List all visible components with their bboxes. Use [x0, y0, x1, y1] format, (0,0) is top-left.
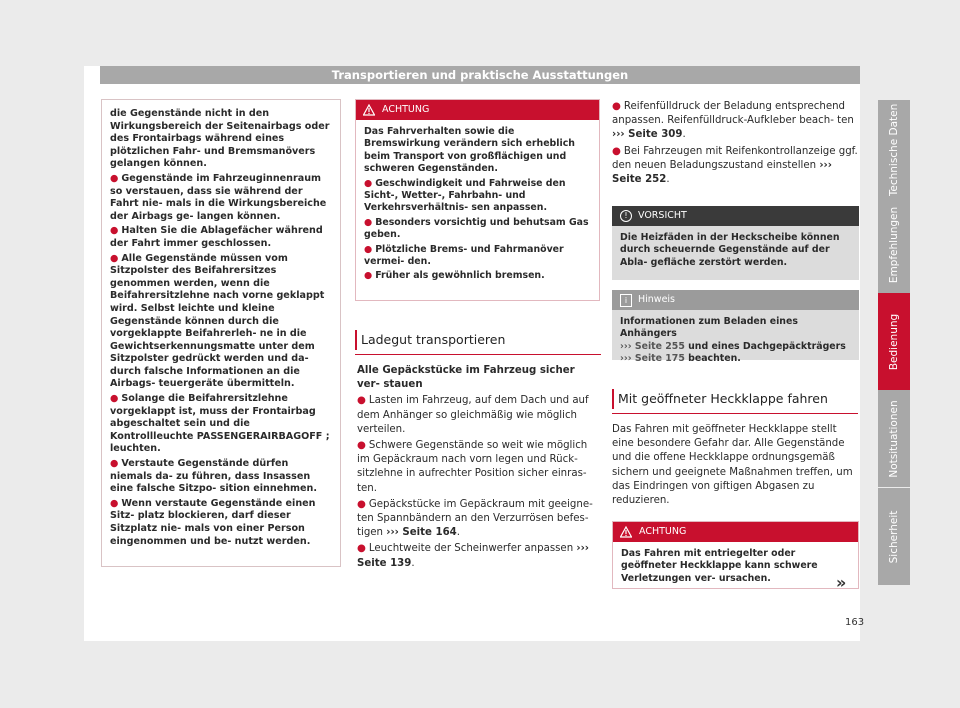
- page-header: Transportieren und praktische Ausstattungen: [100, 66, 860, 84]
- bullet-icon: ●: [110, 225, 119, 237]
- page-number: 163: [845, 617, 865, 628]
- note-body: Informationen zum Beladen eines Anhängers ››› Seite 255 und eines Dachgepäckträgers ››› Seite 175 beachten.: [620, 316, 846, 365]
- bullet-item: ● Plötzliche Brems- und Fahrmanöver vermei- den.: [364, 243, 564, 268]
- warning-triangle-icon: [620, 526, 632, 538]
- bullet-item: ● Solange die Beifahrersitzlehne vorgeklappt ist, muss der Frontairbag abgeschaltet sein und die Kontrollleuchte PASSENGERAIRBAGOFF ; leuchten.: [110, 393, 330, 455]
- note-label: Hinweis: [638, 294, 676, 305]
- tab-technische-daten[interactable]: Technische Daten: [878, 100, 910, 200]
- bullet-icon: ●: [357, 543, 366, 555]
- warning-continuation-box: [101, 99, 341, 567]
- bullet-item: ● Verstaute Gegenstände dürfen niemals da- zu führen, dass Insassen eine falsche Sitzpo- sition einnehmen.: [110, 458, 318, 495]
- bullet-icon: ●: [364, 177, 373, 189]
- section-lead: Alle Gepäckstücke im Fahrzeug sicher ver- stauen: [357, 365, 575, 391]
- warning-label: ACHTUNG: [382, 104, 430, 115]
- bullet-item: ● Schwere Gegenstände so weit wie möglich im Gepäckraum nach vorn legen und Rück- sitzlehne in aufrechter Position sicher einras- ten.: [357, 440, 588, 494]
- warning-header: [356, 100, 599, 120]
- exclamation-circle-icon: !: [620, 210, 632, 222]
- page-reference-link[interactable]: ››› Seite 175: [620, 353, 685, 365]
- continue-arrow-icon: »: [836, 573, 847, 592]
- bullet-item: ● Geschwindigkeit und Fahrweise den Sicht-, Wetter-, Fahrbahn- und Verkehrsverhältnis- sen anpassen.: [364, 177, 566, 214]
- page-reference-link[interactable]: ››› Seite 255: [620, 340, 685, 352]
- bullet-item: ● Reifenfülldruck der Beladung entsprechend anpassen. Reifenfülldruck-Aufkleber beach- ten ››› Seite 309.: [612, 101, 854, 141]
- bullet-item: ● Früher als gewöhnlich bremsen.: [364, 270, 545, 282]
- caution-box-vorsicht: [612, 206, 859, 280]
- page-reference-link[interactable]: ››› Seite 252: [612, 159, 832, 186]
- column3-bullets: [612, 100, 860, 189]
- bullet-icon: ●: [110, 172, 119, 184]
- bullet-item: ● Bei Fahrzeugen mit Reifenkontrollanzeige ggf. den neuen Beladungszustand einstellen ››› Seite 252.: [612, 145, 858, 186]
- section-body-ladegut: [357, 364, 600, 573]
- paragraph: Das Fahren mit geöffneter Heckklappe stellt eine besondere Gefahr dar. Alle Gegenstände und die offene Heckklappe ordnungsgemäß sichern und geeignete Maßnahmen treffen, um das Eindringen von giftigen Abgasen zu reduzieren.: [612, 424, 853, 507]
- note-header: [612, 290, 859, 310]
- bullet-item: ● Leuchtweite der Scheinwerfer anpassen ››› Seite 139.: [357, 543, 590, 569]
- paragraph: die Gegenstände nicht in den Wirkungsbereich der Seitenairbags oder des Frontairbags während eines plötzlichen Fahr- und Bremsmanövers gelangen können.: [110, 108, 330, 170]
- tab-bedienung[interactable]: Bedienung: [878, 293, 910, 390]
- bullet-icon: ●: [357, 498, 366, 510]
- warning-box-achtung: [355, 99, 600, 301]
- warning-body: [356, 120, 599, 291]
- warning-header: [613, 522, 858, 542]
- bullet-icon: ●: [110, 252, 119, 264]
- bullet-icon: ●: [364, 270, 373, 282]
- warning-triangle-icon: [363, 104, 375, 116]
- section-body-heckklappe: [612, 423, 859, 510]
- bullet-item: ● Wenn verstaute Gegenstände einen Sitz- platz blockieren, darf dieser Sitzplatz nie- mals von einer Person eingenommen und be- nutzt werden.: [110, 497, 316, 547]
- warning-intro: Das Fahrverhalten sowie die Bremswirkung verändern sich erheblich beim Transport von großflächigen und schweren Gegenständen.: [364, 126, 575, 175]
- bullet-icon: ●: [110, 393, 119, 405]
- caution-label: VORSICHT: [638, 210, 687, 221]
- bullet-item: ● Alle Gegenstände müssen vom Sitzpolster des Beifahrersitzes genommen werden, wenn die Beifahrersitzlehne nach vorne geklappt wird. Selbst leichte und kleine Gegenstände können durch die vorgeklappte Beifahrerleh- ne in die Gewichtserkennungsmatte unter dem Sitzpolster gedrückt werden und da- durch falsche Informationen an die Airbags- teuergeräte übermitteln.: [110, 252, 325, 390]
- bullet-icon: ●: [612, 101, 621, 112]
- bullet-icon: ●: [357, 395, 366, 407]
- bullet-icon: ●: [364, 243, 373, 255]
- tab-sicherheit[interactable]: Sicherheit: [878, 488, 910, 585]
- bullet-item: ● Halten Sie die Ablagefächer während der Fahrt immer geschlossen.: [110, 225, 323, 249]
- warning-label: ACHTUNG: [639, 526, 687, 537]
- bullet-icon: ●: [612, 145, 621, 157]
- page-reference-link[interactable]: ››› Seite 309: [612, 129, 683, 141]
- bullet-icon: ●: [110, 458, 119, 470]
- caution-header: [612, 206, 859, 226]
- note-box-hinweis: [612, 290, 859, 365]
- section-title-heckklappe: Mit geöffneter Heckklappe fahren: [612, 391, 858, 414]
- tab-notsituationen[interactable]: Notsituationen: [878, 390, 910, 487]
- warning-body: Das Fahren mit entriegelter oder geöffneter Heckklappe kann schwere Verletzungen ver- ursachen.: [621, 548, 818, 584]
- tab-empfehlungen[interactable]: Empfehlungen: [878, 196, 910, 293]
- bullet-item: ● Gegenstände im Fahrzeuginnenraum so verstauen, dass sie während der Fahrt nie- mals in die Wirkungsbereiche der Airbags ge- langen können.: [110, 172, 327, 222]
- bullet-icon: ●: [364, 216, 373, 228]
- info-icon: i: [620, 294, 632, 307]
- bullet-item: ● Gepäckstücke im Gepäckraum mit geeigne- ten Spannbändern an den Verzurrösen befes- tigen ››› Seite 164.: [357, 498, 593, 539]
- warning-box-achtung-2: [612, 521, 859, 589]
- page-reference-link[interactable]: ››› Seite 139: [357, 543, 590, 569]
- bullet-item: ● Besonders vorsichtig und behutsam Gas geben.: [364, 216, 589, 241]
- page-reference-link[interactable]: ››› Seite 164: [386, 527, 457, 539]
- bullet-item: ● Lasten im Fahrzeug, auf dem Dach und auf dem Anhänger so gleichmäßig wie möglich verteilen.: [357, 395, 589, 435]
- bullet-icon: ●: [357, 440, 366, 452]
- section-title-ladegut: Ladegut transportieren: [355, 332, 601, 355]
- caution-body: Die Heizfäden in der Heckscheibe können durch scheuernde Gegenstände auf der Abla- gefläche zerstört werden.: [620, 232, 840, 268]
- bullet-icon: ●: [110, 497, 119, 509]
